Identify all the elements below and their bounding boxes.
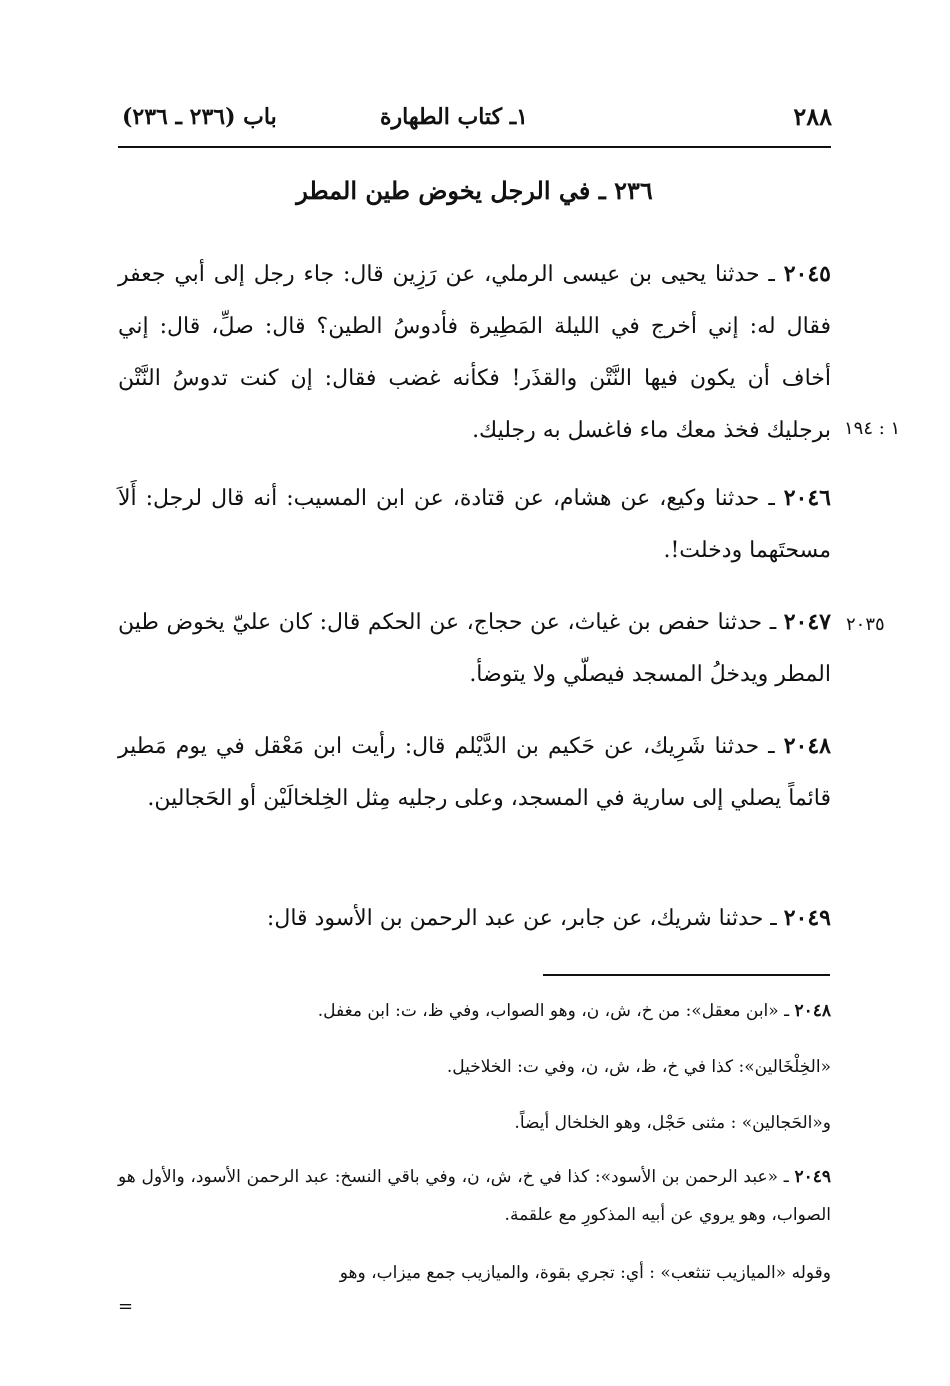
- footnote-text: و«الحَجالين» : مثنى حَجْل، وهو الخلخال أيضاً.: [514, 1113, 831, 1133]
- margin-volume-ref: ١ : ١٩٤: [844, 418, 901, 439]
- continuation-mark: =: [118, 1296, 134, 1317]
- hadith-text: ـ حدثنا شريك، عن جابر، عن عبد الرحمن بن الأسود قال:: [266, 906, 784, 931]
- book-title: ١ـ كتاب الطهارة: [380, 104, 528, 130]
- footnote-number: ٢٠٤٨: [794, 1001, 831, 1021]
- hadith-text: ـ حدثنا شَرِيك، عن حَكيم بن الدَّيْلم قال: رأيت ابن مَعْقل في يوم مَطير قائماً يصلي إلى سارية في المسجد، وعلى رجليه مِثل الخِلخالَيْن أو الحَجالين.: [118, 734, 831, 811]
- footnote: [118, 1048, 831, 1086]
- hadith-text: ـ حدثنا حفص بن غياث، عن حجاج، عن الحكم قال: كان عليّ يخوض طين المطر ويدخلُ المسجد فيصلّي ولا يتوضأ.: [118, 610, 831, 687]
- footnote-rule: [543, 974, 830, 976]
- footnote: [118, 992, 831, 1030]
- hadith-2046: [118, 472, 831, 577]
- hadith-2047: [118, 596, 831, 701]
- page-number: ٢٨٨: [793, 102, 832, 131]
- hadith-2049: [118, 892, 831, 945]
- footnote-text: وقوله «الميازيب تنثعب» : أي: تجري بقوة، والميازيب جمع ميزاب، وهو: [339, 1263, 831, 1283]
- footnote-number: ٢٠٤٩: [794, 1167, 831, 1187]
- footnote-text: ـ «ابن معقل»: من خ، ش، ن، وهو الصواب، وفي ظ، ت: ابن مغفل.: [317, 1001, 795, 1021]
- footnote: [118, 1254, 831, 1292]
- margin-cross-ref: ٢٠٣٥: [846, 614, 885, 635]
- header-rule: [118, 146, 831, 148]
- hadith-number: ٢٠٤٨: [783, 733, 831, 759]
- hadith-number: ٢٠٤٧: [783, 609, 831, 635]
- hadith-text: ـ حدثنا يحيى بن عيسى الرملي، عن رَزِين قال: جاء رجل إلى أبي جعفر فقال له: إني أخرج في الليلة المَطِيرة فأدوسُ الطين؟ قال: صلِّ، قال: إني أخاف أن يكون فيها النَّتْن والقذَر! فكأنه غضب فقال: إن كنت تدوسُ النَّتْن برجليك فخذ معك ماء فاغسل به رجليك.: [118, 262, 831, 443]
- footnote-text: «الخِلْخَالين»: كذا في خ، ظ، ش، ن، وفي ت: الخلاخيل.: [446, 1057, 831, 1077]
- footnote: [118, 1104, 831, 1142]
- hadith-number: ٢٠٤٩: [783, 905, 831, 931]
- hadith-2048: [118, 720, 831, 825]
- chapter-range: باب (٢٣٦ ـ ٢٣٦): [122, 104, 277, 130]
- hadith-number: ٢٠٤٦: [783, 485, 831, 511]
- chapter-title: ٢٣٦ ـ في الرجل يخوض طين المطر: [296, 176, 653, 205]
- footnote: [118, 1158, 831, 1234]
- hadith-text: ـ حدثنا وكيع، عن هشام، عن قتادة، عن ابن المسيب: أنه قال لرجل: أَلاَ مسحتَهما ودخلت!.: [118, 486, 831, 563]
- footnote-text: ـ «عبد الرحمن بن الأسود»: كذا في خ، ش، ن، وفي باقي النسخ: عبد الرحمن الأسود، والأول هو الصواب، وهو يروي عن أبيه المذكورِ مع علقمة.: [118, 1167, 831, 1225]
- hadith-number: ٢٠٤٥: [783, 261, 831, 287]
- hadith-2045: [118, 248, 831, 457]
